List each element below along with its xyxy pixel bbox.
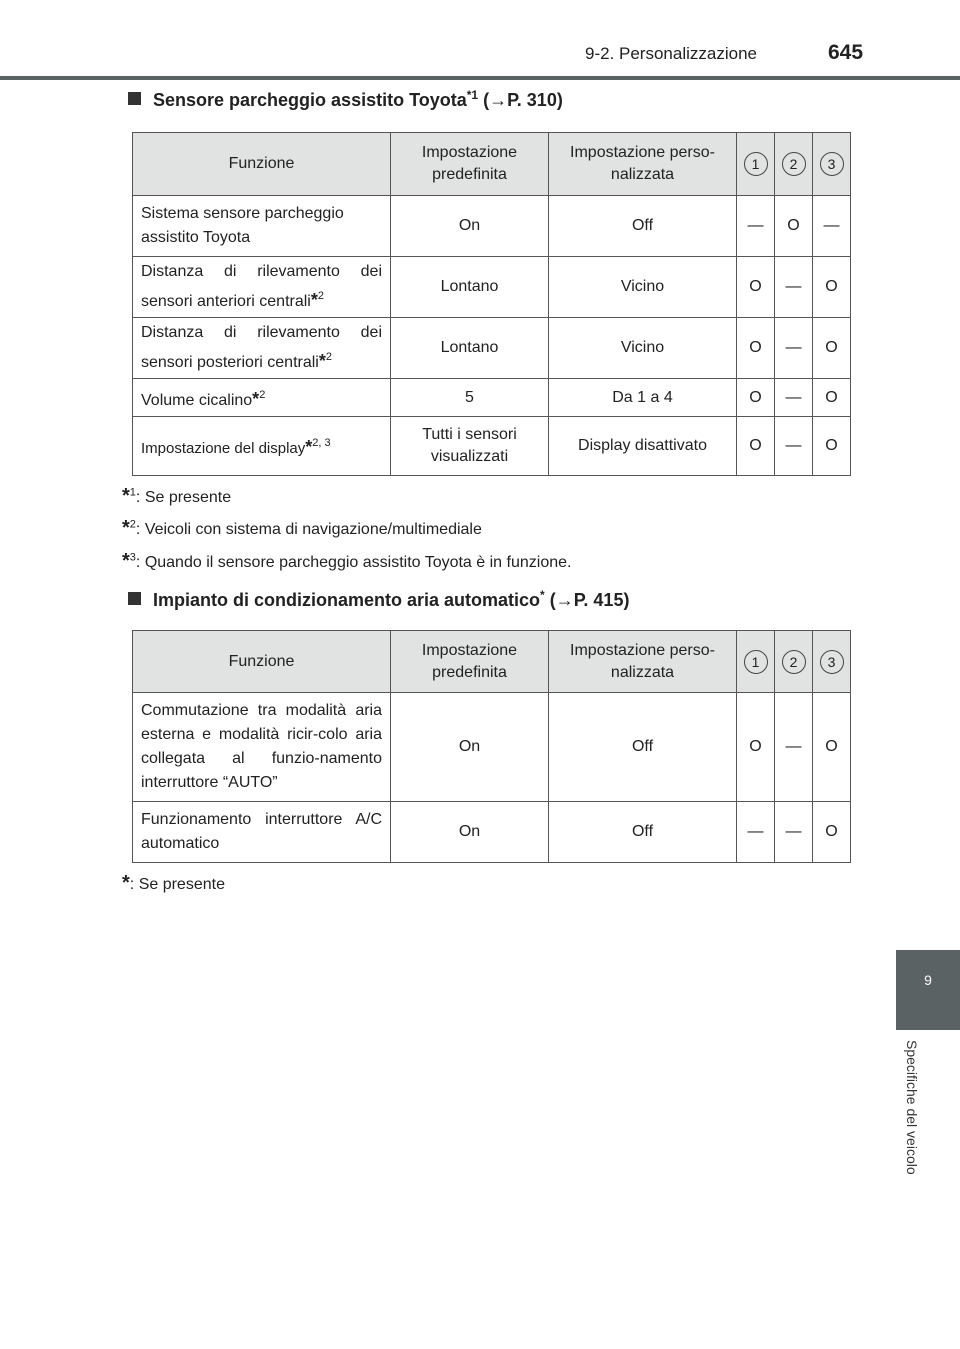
row-custom: Off [549, 802, 737, 863]
col-header-custom: Impostazione perso-nalizzata [549, 133, 737, 196]
table-row [133, 802, 851, 863]
section1-table [132, 132, 851, 476]
row-default: Lontano [391, 257, 549, 318]
table-row [133, 417, 851, 476]
row-note: 2 [317, 290, 324, 302]
row-function-text: Funzionamento interruttore A/C automatico [141, 811, 382, 852]
row-default: On [391, 802, 549, 863]
section1-heading [128, 88, 563, 111]
row-custom: Vicino [549, 318, 737, 379]
row-custom: Off [549, 196, 737, 257]
col-header-default: Impostazione predefinita [391, 631, 549, 693]
row-mark-1: — [737, 196, 775, 257]
row-function [133, 379, 391, 417]
section1-title-note: *1 [466, 88, 479, 102]
section1-page-ref: (→P. 310) [483, 90, 563, 110]
row-mark-1: O [737, 693, 775, 802]
section2-table [132, 630, 851, 863]
row-note: 2 [325, 351, 332, 363]
row-function [133, 196, 391, 257]
row-mark-3: O [813, 693, 851, 802]
note-asterisk: * [305, 437, 313, 457]
chapter-label: Specifiche del veicolo [904, 1040, 920, 1175]
row-mark-2: — [775, 802, 813, 863]
chapter-number: 9 [924, 972, 932, 988]
footnote-mark: * [122, 872, 130, 894]
circled-3-icon: 3 [820, 152, 844, 176]
row-default: Lontano [391, 318, 549, 379]
row-mark-1: — [737, 802, 775, 863]
table-row [133, 257, 851, 318]
footnote-text: : Se presente [135, 489, 232, 506]
col-header-custom: Impostazione perso-nalizzata [549, 631, 737, 693]
row-mark-3: O [813, 802, 851, 863]
chapter-tab [896, 950, 960, 1030]
footnote-text: : Se presente [129, 876, 225, 893]
row-mark-3: O [813, 318, 851, 379]
row-mark-2: — [775, 318, 813, 379]
row-function [133, 318, 391, 379]
row-function-text: Distanza di rilevamento dei sensori posteriori centrali [141, 324, 382, 371]
col-header-default: Impostazione predefinita [391, 133, 549, 196]
section2-page-ref: (→P. 415) [549, 590, 630, 610]
row-custom: Da 1 a 4 [549, 379, 737, 417]
row-function-text: Distanza di rilevamento dei sensori anteriori centrali [141, 263, 382, 310]
footnote [122, 872, 225, 895]
footnote-mark: * [122, 550, 130, 572]
row-default: Tutti i sensori visualizzati [391, 417, 549, 476]
footnote-text: : Quando il sensore parcheggio assistito Toyota è in funzione. [135, 554, 572, 571]
row-mark-3: O [813, 417, 851, 476]
footnote-mark: * [122, 485, 130, 507]
row-default: On [391, 196, 549, 257]
row-mark-1: O [737, 379, 775, 417]
circled-1-icon: 1 [744, 650, 768, 674]
row-function [133, 693, 391, 802]
table-header-row [133, 133, 851, 196]
row-function [133, 802, 391, 863]
col-header-func: Funzione [133, 631, 391, 693]
circled-2-icon: 2 [782, 650, 806, 674]
footnote [122, 485, 231, 508]
row-custom: Display disattivato [549, 417, 737, 476]
row-default: 5 [391, 379, 549, 417]
bullet-square-icon [128, 92, 141, 105]
row-note: 2 [259, 388, 266, 401]
row-mark-2: — [775, 257, 813, 318]
row-custom: Vicino [549, 257, 737, 318]
row-note: 2, 3 [312, 437, 331, 449]
table-row [133, 318, 851, 379]
section1-title: Sensore parcheggio assistito Toyota [153, 90, 467, 110]
note-asterisk: * [310, 290, 318, 310]
section2-heading [128, 588, 629, 611]
page-number: 645 [828, 41, 864, 64]
row-function-text: Sistema sensore parcheggio assistito Toyota [141, 205, 344, 246]
footnote-number: 1 [129, 486, 136, 499]
table-row [133, 379, 851, 417]
footnote [122, 550, 571, 573]
row-function-text: Impostazione del display [141, 440, 306, 457]
footnote-mark: * [122, 517, 130, 539]
row-mark-3: O [813, 379, 851, 417]
row-mark-1: O [737, 257, 775, 318]
bullet-square-icon [128, 592, 141, 605]
footnote-text: : Veicoli con sistema di navigazione/multimediale [135, 521, 482, 538]
note-asterisk: * [252, 388, 260, 409]
circled-2-icon: 2 [782, 152, 806, 176]
table-row [133, 196, 851, 257]
circled-1-icon: 1 [744, 152, 768, 176]
row-mark-2: O [775, 196, 813, 257]
section2-title-note: * [540, 588, 545, 602]
table-header-row [133, 631, 851, 693]
row-function [133, 417, 391, 476]
row-mark-1: O [737, 417, 775, 476]
header-section-title: 9-2. Personalizzazione [585, 44, 757, 63]
footnote-number: 3 [129, 551, 136, 564]
row-mark-3: — [813, 196, 851, 257]
table-row [133, 693, 851, 802]
row-mark-3: O [813, 257, 851, 318]
row-default: On [391, 693, 549, 802]
row-function-text: Commutazione tra modalità aria esterna e modalità ricir-colo aria collegata al funzio-namento interruttore “AUTO” [141, 702, 382, 791]
header-rule [0, 76, 960, 80]
row-function [133, 257, 391, 318]
note-asterisk: * [318, 351, 326, 371]
footnote [122, 517, 482, 540]
footnote-number: 2 [129, 518, 136, 531]
section2-title: Impianto di condizionamento aria automatico [153, 590, 541, 610]
row-mark-2: — [775, 693, 813, 802]
row-mark-1: O [737, 318, 775, 379]
row-function-text: Volume cicalino [141, 391, 253, 409]
row-mark-2: — [775, 417, 813, 476]
row-custom: Off [549, 693, 737, 802]
col-header-func: Funzione [133, 133, 391, 196]
circled-3-icon: 3 [820, 650, 844, 674]
row-mark-2: — [775, 379, 813, 417]
